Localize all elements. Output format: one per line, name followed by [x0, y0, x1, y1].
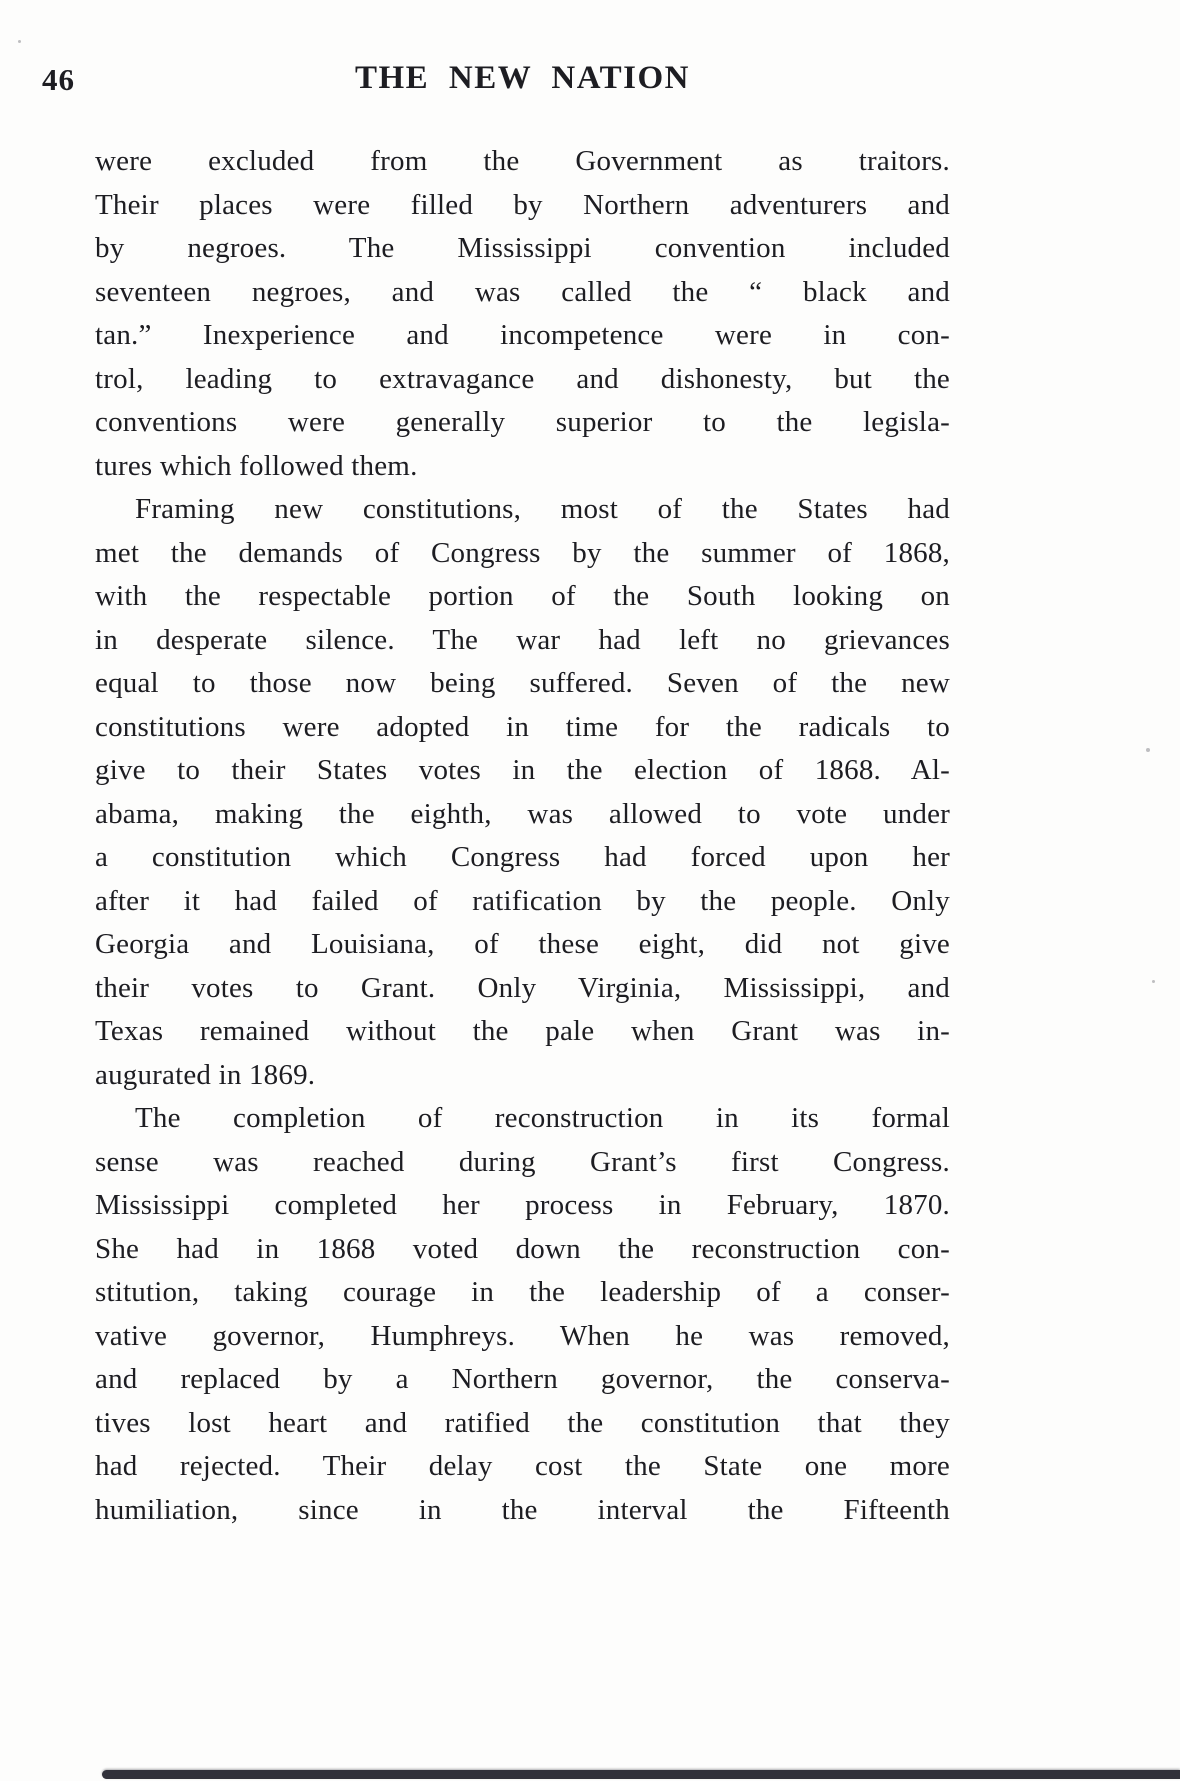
- text-line: tan.” Inexperience and incompetence were in con-: [95, 319, 950, 351]
- text-line: tives lost heart and ratified the constitution that they: [95, 1406, 950, 1439]
- text-line: constitutions were adopted in time for the radicals to: [95, 710, 950, 743]
- text-line: sense was reached during Grant’s first Congress.: [95, 1145, 950, 1178]
- text-line: with the respectable portion of the South looking on: [95, 580, 950, 612]
- page-title: THE NEW NATION: [354, 60, 690, 96]
- text-line: give to their States votes in the election of 1868. Al-: [95, 754, 950, 786]
- text-line: seventeen negroes, and was called the “ black and: [95, 275, 950, 308]
- text-line: Framing new constitutions, most of the States had: [135, 493, 950, 525]
- page-number: 46: [42, 62, 75, 97]
- text-line: had rejected. Their delay cost the State one more: [95, 1450, 950, 1482]
- text-line: met the demands of Congress by the summer of 1868,: [95, 536, 950, 569]
- text-line: Their places were filled by Northern adventurers and: [95, 188, 950, 221]
- text-line: their votes to Grant. Only Virginia, Mississippi, and: [95, 971, 950, 1004]
- text-line: trol, leading to extravagance and dishonesty, but the: [95, 362, 950, 395]
- text-line: stitution, taking courage in the leadership of a conser-: [95, 1276, 950, 1308]
- text-line: Mississippi completed her process in February, 1870.: [95, 1189, 950, 1221]
- text-line: Texas remained without the pale when Grant was in-: [95, 1015, 950, 1047]
- text-line: vative governor, Humphreys. When he was removed,: [95, 1319, 950, 1352]
- text-line: equal to those now being suffered. Seven of the new: [95, 667, 950, 699]
- body-text: [95, 140, 950, 1532]
- text-line: The completion of reconstruction in its formal: [135, 1102, 950, 1134]
- scan-speck: [1152, 980, 1155, 983]
- text-line: humiliation, since in the interval the Fifteenth: [95, 1493, 950, 1526]
- text-line: a constitution which Congress had forced upon her: [95, 841, 950, 873]
- text-line: tures which followed them.: [95, 449, 418, 482]
- text-line: conventions were generally superior to the legisla-: [95, 406, 950, 438]
- text-line: were excluded from the Government as traitors.: [95, 145, 950, 177]
- scan-speck: [1146, 748, 1150, 752]
- text-line: augurated in 1869.: [95, 1058, 316, 1091]
- text-line: by negroes. The Mississippi convention included: [95, 232, 950, 264]
- text-line: Georgia and Louisiana, of these eight, did not give: [95, 928, 950, 960]
- text-line: and replaced by a Northern governor, the conserva-: [95, 1363, 950, 1395]
- scan-edge-artifact: [102, 1770, 1180, 1779]
- text-line: in desperate silence. The war had left no grievances: [95, 623, 950, 656]
- scan-speck: [18, 40, 21, 43]
- text-line: abama, making the eighth, was allowed to vote under: [95, 797, 950, 830]
- text-line: She had in 1868 voted down the reconstruction con-: [95, 1232, 950, 1265]
- text-line: after it had failed of ratification by the people. Only: [95, 884, 950, 917]
- page-header: [0, 0, 1180, 108]
